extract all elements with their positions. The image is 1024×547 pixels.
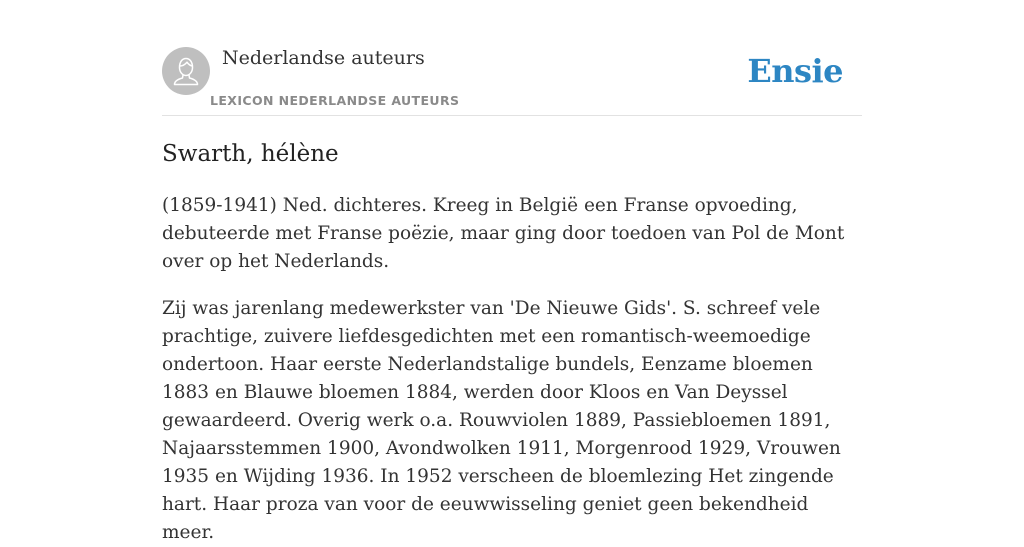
entry-paragraph-2: Zij was jarenlang medewerkster van 'De Nieuwe Gids'. S. schreef vele prachtige, zuivere liefdesgedichten met een romantisch-weemoedige ondertoon. Haar eerste Nederlandstalige bundels, Eenzame bloemen 1883 en Blauwe bloemen 1884, werden door Kloos en Van Deyssel gewaardeerd. Overig werk o.a. Rouwviolen 1889, Passiebloemen 1891, Najaarsstemmen 1900, Avondwolken 1911, Morgenrood 1929, Vrouwen 1935 en Wijding 1936. In 1952 verscheen de bloemlezing Het zingende hart. Haar proza van voor de eeuwwisseling geniet geen bekendheid meer. — [162, 298, 841, 543]
source-title[interactable]: Nederlandse auteurs — [222, 47, 425, 69]
header-divider — [162, 115, 862, 116]
brand-logo[interactable]: Ensie — [747, 52, 843, 90]
article — [162, 136, 862, 547]
entry-paragraph-1: (1859-1941) Ned. dichteres. Kreeg in België een Franse opvoeding, debuteerde met Franse poëzie, maar ging door toedoen van Pol de Mont over op het Nederlands. — [162, 195, 845, 272]
entry-title: Swarth, hélène — [162, 141, 339, 167]
source-subtitle: LEXICON NEDERLANDSE AUTEURS — [210, 93, 460, 108]
header — [162, 46, 862, 116]
user-avatar-icon — [162, 47, 210, 95]
avatar[interactable] — [162, 47, 210, 95]
